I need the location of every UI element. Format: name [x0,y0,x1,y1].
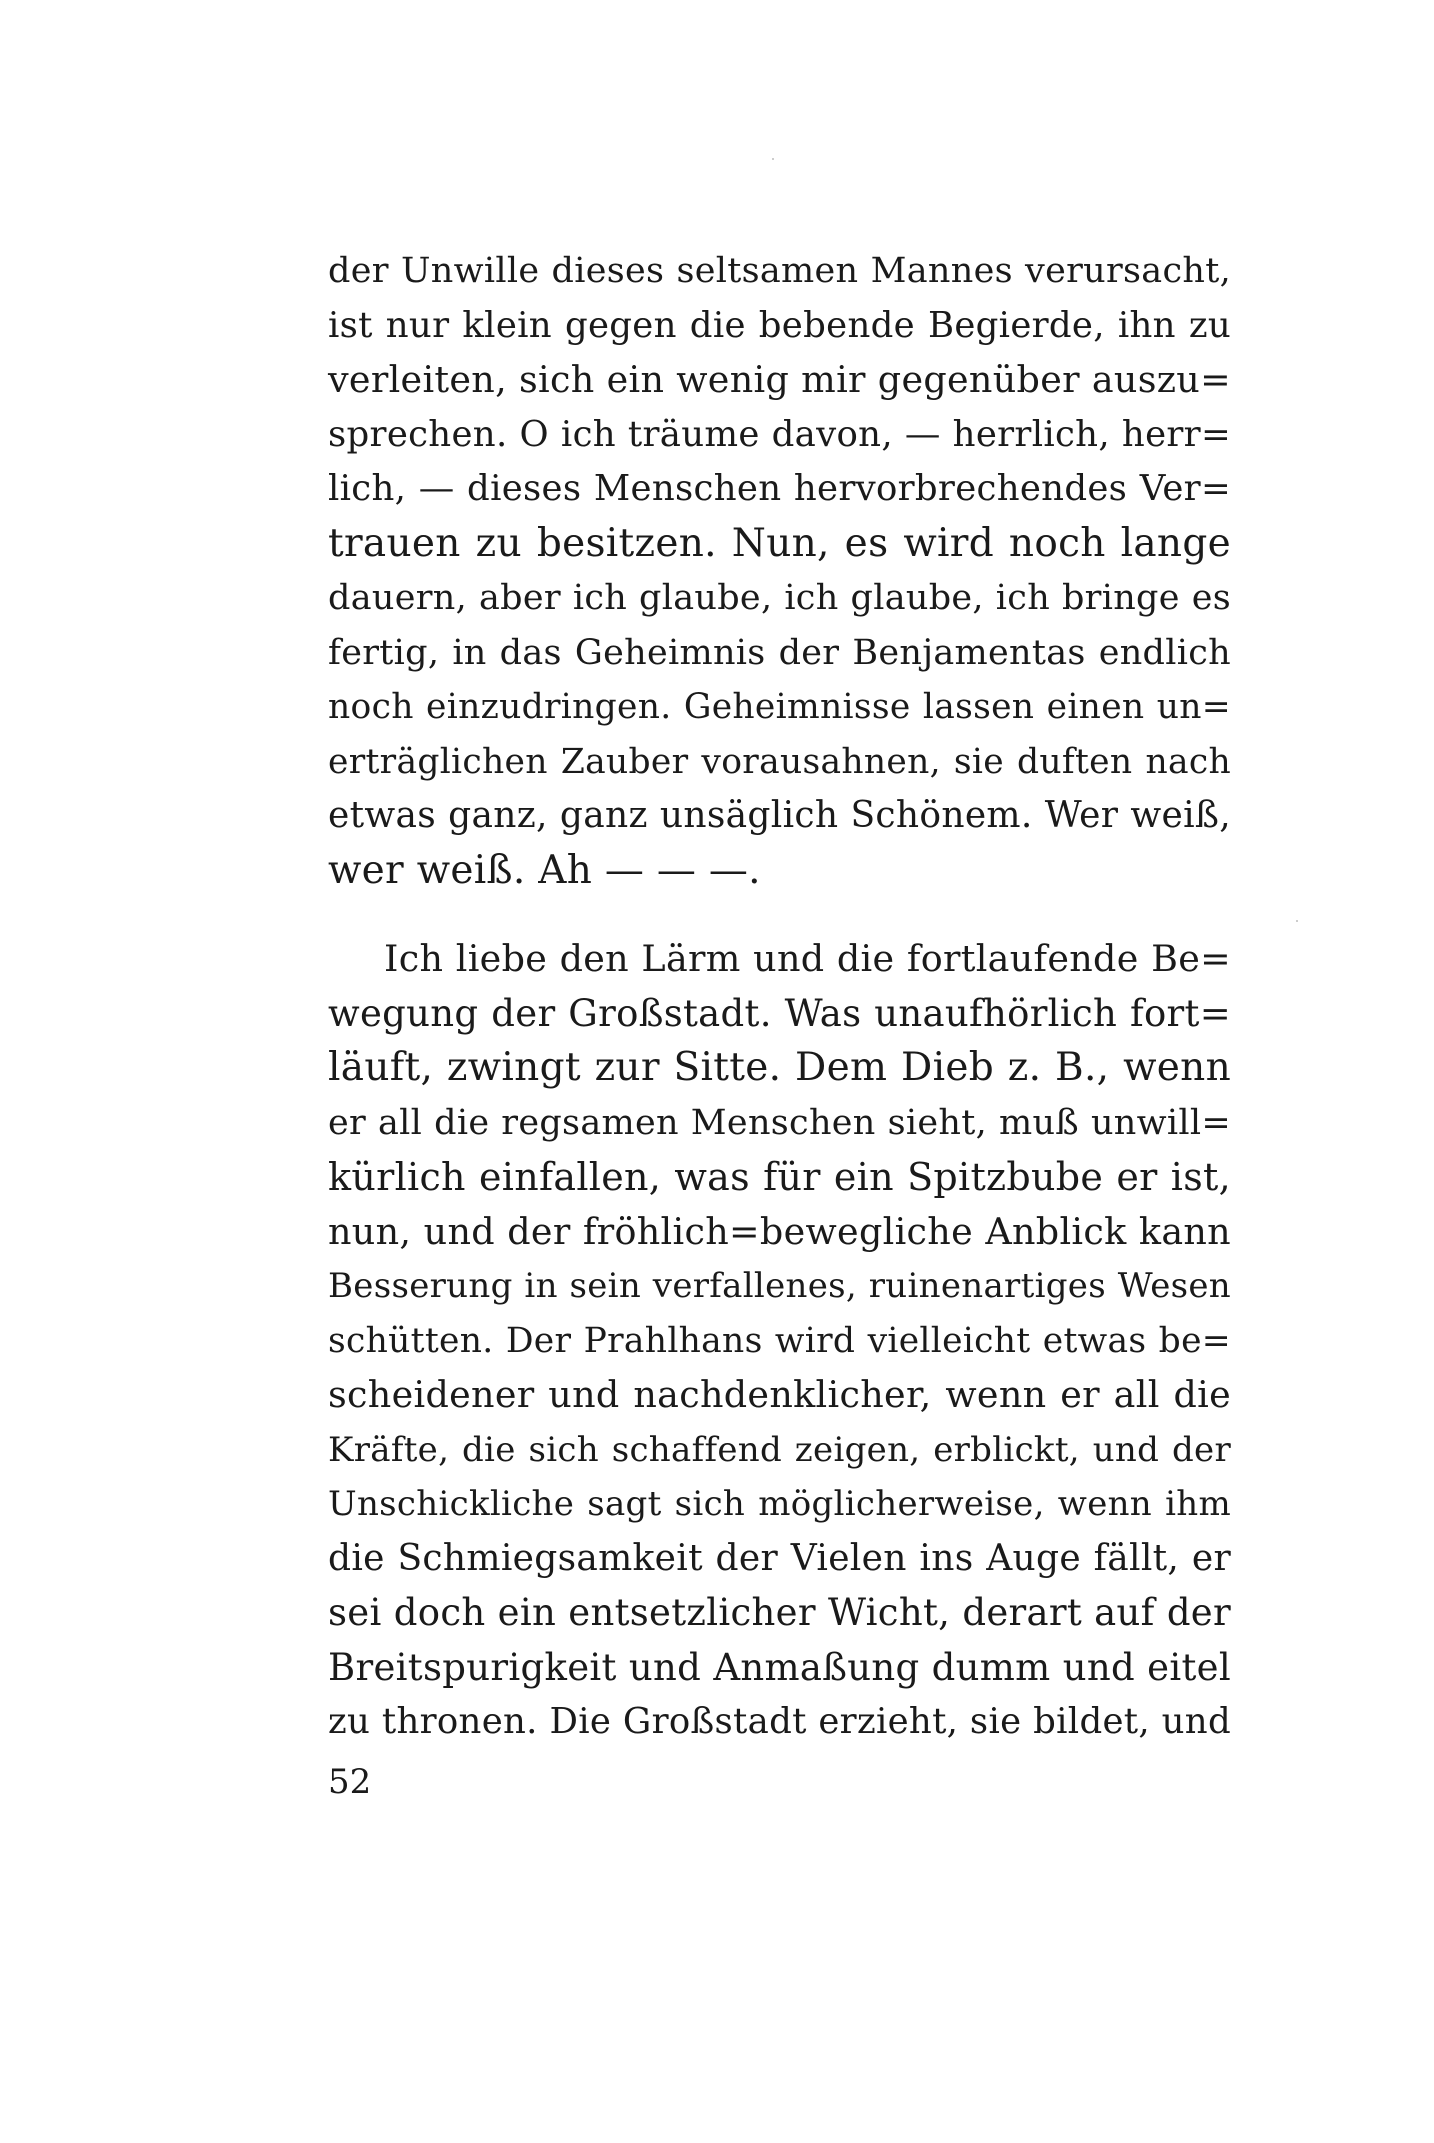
text-line: der Unwille dieses seltsamen Mannes verursacht, [328,251,1231,291]
text-line: erträglichen Zauber vorausahnen, sie duften nach [328,741,1231,782]
text-line: kürlich einfallen, was für ein Spitzbube er ist, [328,1155,1231,1199]
paper-speck [1296,920,1298,922]
text-line: er all die regsamen Menschen sieht, muß unwill= [328,1102,1231,1143]
text-line: dauern, aber ich glaube, ich glaube, ich bringe es [328,578,1231,618]
text-line: noch einzudringen. Geheimnisse lassen einen un= [328,687,1231,727]
text-line: Kräfte, die sich schaffend zeigen, erblickt, und der [328,1429,1231,1470]
text-line: ist nur klein gegen die bebende Begierde, ihn zu [328,304,1231,346]
text-line: Besserung in sein verfallenes, ruinenartiges Wesen [328,1266,1231,1306]
text-line: läuft, zwingt zur Sitte. Dem Dieb z. B., wenn [328,1045,1231,1090]
text-line: Breitspurigkeit und Anmaßung dumm und eitel [328,1645,1231,1689]
text-line: lich, — dieses Menschen hervorbrechendes Ver= [328,468,1231,509]
text-line: trauen zu besitzen. Nun, es wird noch lange [328,520,1231,566]
text-line: wer weiß. Ah — — —. [328,847,761,893]
text-line: Unschickliche sagt sich möglicherweise, wenn ihm [328,1484,1231,1524]
text-line: zu thronen. Die Großstadt erzieht, sie bildet, und [328,1701,1231,1742]
text-line: wegung der Großstadt. Was unaufhörlich fort= [328,991,1231,1035]
paragraph-2 [328,932,1231,1750]
text-line: schütten. Der Prahlhans wird vielleicht etwas be= [328,1320,1231,1361]
page-number: 52 [328,1762,372,1802]
text-line: verleiten, sich ein wenig mir gegenüber auszu= [328,358,1231,401]
text-line: nun, und der fröhlich=bewegliche Anblick kann [328,1209,1231,1253]
text-line: Ich liebe den Lärm und die fortlaufende Be= [384,937,1231,980]
paragraph-1 [328,244,1231,898]
text-line: sprechen. O ich träume davon, — herrlich, herr= [328,413,1231,455]
text-line: die Schmiegsamkeit der Vielen ins Auge fällt, er [328,1537,1231,1579]
paper-speck [772,158,774,160]
text-line: fertig, in das Geheimnis der Benjamentas endlich [328,632,1231,673]
text-line: scheidener und nachdenklicher, wenn er all die [328,1373,1231,1416]
text-line: sei doch ein entsetzlicher Wicht, derart auf der [328,1591,1231,1634]
text-line: etwas ganz, ganz unsäglich Schönem. Wer weiß, [328,795,1231,836]
